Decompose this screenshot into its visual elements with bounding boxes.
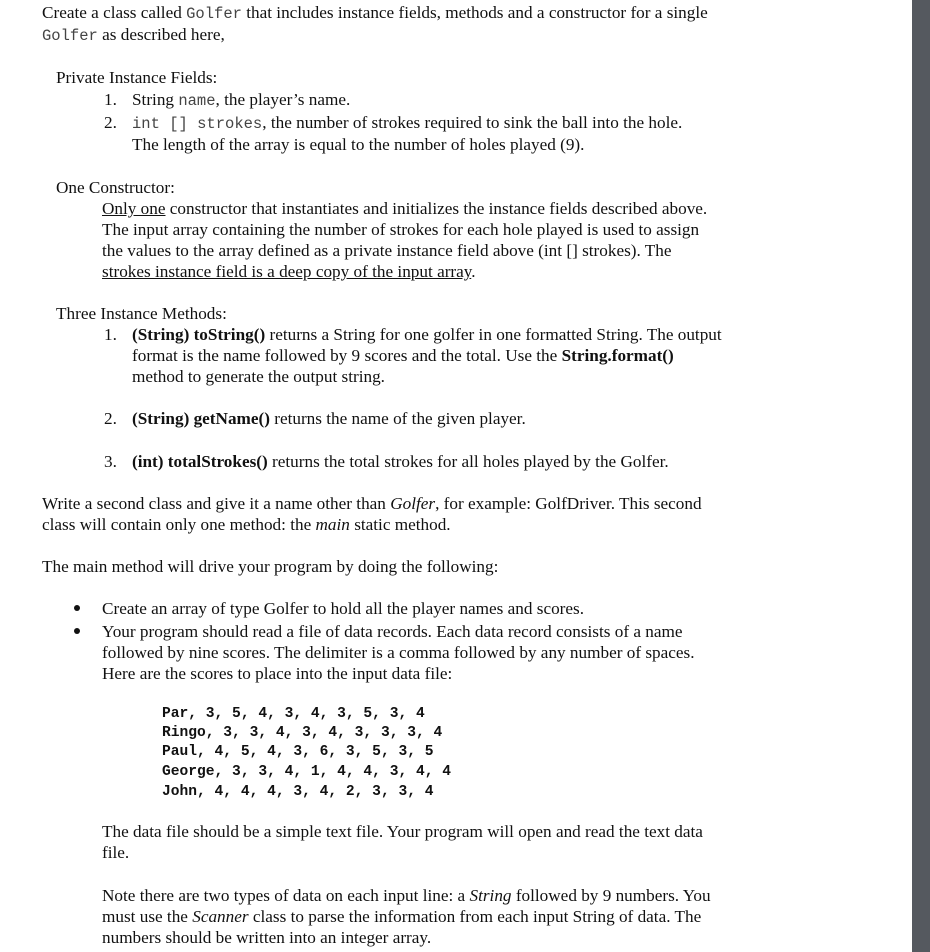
intro-line-2: Golfer as described here,	[42, 25, 225, 45]
note-line-2: must use the Scanner class to parse the information from each input String of data. The	[102, 907, 702, 926]
intro-line-1: Create a class called Golfer that includes instance fields, methods and a constructor for a single	[42, 3, 708, 23]
bullet-2-line-2: followed by nine scores. The delimiter is a comma followed by any number of spaces.	[102, 643, 695, 662]
second-class-line-2: class will contain only one method: the main static method.	[42, 515, 451, 534]
data-file-line: George, 3, 3, 4, 1, 4, 4, 3, 4, 4	[162, 764, 452, 780]
data-file-line: John, 4, 4, 4, 3, 4, 2, 3, 3, 4	[162, 784, 434, 800]
data-file-line: Ringo, 3, 3, 4, 3, 4, 3, 3, 3, 4	[162, 725, 443, 741]
bullet-dot	[74, 605, 80, 611]
field-2-text-cont: The length of the array is equal to the number of holes played (9).	[132, 135, 585, 154]
second-class-line-1: Write a second class and give it a name other than Golfer, for example: GolfDriver. This second	[42, 494, 702, 513]
data-file-line: Par, 3, 5, 4, 3, 4, 3, 5, 3, 4	[162, 706, 425, 722]
method-2-number: 2.	[104, 409, 117, 428]
text-file-line-2: file.	[102, 843, 130, 862]
field-1-number: 1.	[104, 90, 117, 109]
constructor-line-2: The input array containing the number of strokes for each hole played is used to assign	[102, 220, 700, 239]
scrollbar[interactable]	[912, 0, 930, 952]
bullet-1-text: Create an array of type Golfer to hold all the player names and scores.	[102, 599, 585, 618]
data-file-line: Paul, 4, 5, 4, 3, 6, 3, 5, 3, 5	[162, 744, 434, 760]
note-line-3: numbers should be written into an integer array.	[102, 928, 432, 947]
method-2-text: (String) getName() returns the name of the given player.	[132, 409, 526, 428]
constructor-line-4: strokes instance field is a deep copy of the input array.	[102, 262, 476, 281]
method-1-line-2: format is the name followed by 9 scores and the total. Use the String.format()	[132, 346, 674, 365]
bullet-2-line-3: Here are the scores to place into the input data file:	[102, 664, 453, 683]
method-3-number: 3.	[104, 452, 117, 471]
field-2-text: int [] strokes, the number of strokes required to sink the ball into the hole.	[132, 113, 683, 133]
method-3-text: (int) totalStrokes() returns the total strokes for all holes played by the Golfer.	[132, 452, 669, 471]
method-1-line-3: method to generate the output string.	[132, 367, 385, 386]
method-1-number: 1.	[104, 325, 117, 344]
method-1-line-1: (String) toString() returns a String for one golfer in one formatted String. The output	[132, 325, 722, 344]
text-file-line-1: The data file should be a simple text file. Your program will open and read the text data	[102, 822, 703, 841]
bullet-2-line-1: Your program should read a file of data records. Each data record consists of a name	[102, 622, 683, 641]
note-line-1: Note there are two types of data on each input line: a String followed by 9 numbers. You	[102, 886, 711, 905]
constructor-heading: One Constructor:	[56, 178, 175, 197]
fields-heading: Private Instance Fields:	[56, 68, 218, 87]
bullet-dot	[74, 628, 80, 634]
field-1-text: String name, the player’s name.	[132, 90, 351, 110]
constructor-line-1: Only one constructor that instantiates and initializes the instance fields described above.	[102, 199, 708, 218]
main-intro: The main method will drive your program by doing the following:	[42, 557, 499, 576]
field-2-number: 2.	[104, 113, 117, 132]
methods-heading: Three Instance Methods:	[56, 304, 227, 323]
constructor-line-3: the values to the array defined as a private instance field above (int [] strokes). The	[102, 241, 672, 260]
